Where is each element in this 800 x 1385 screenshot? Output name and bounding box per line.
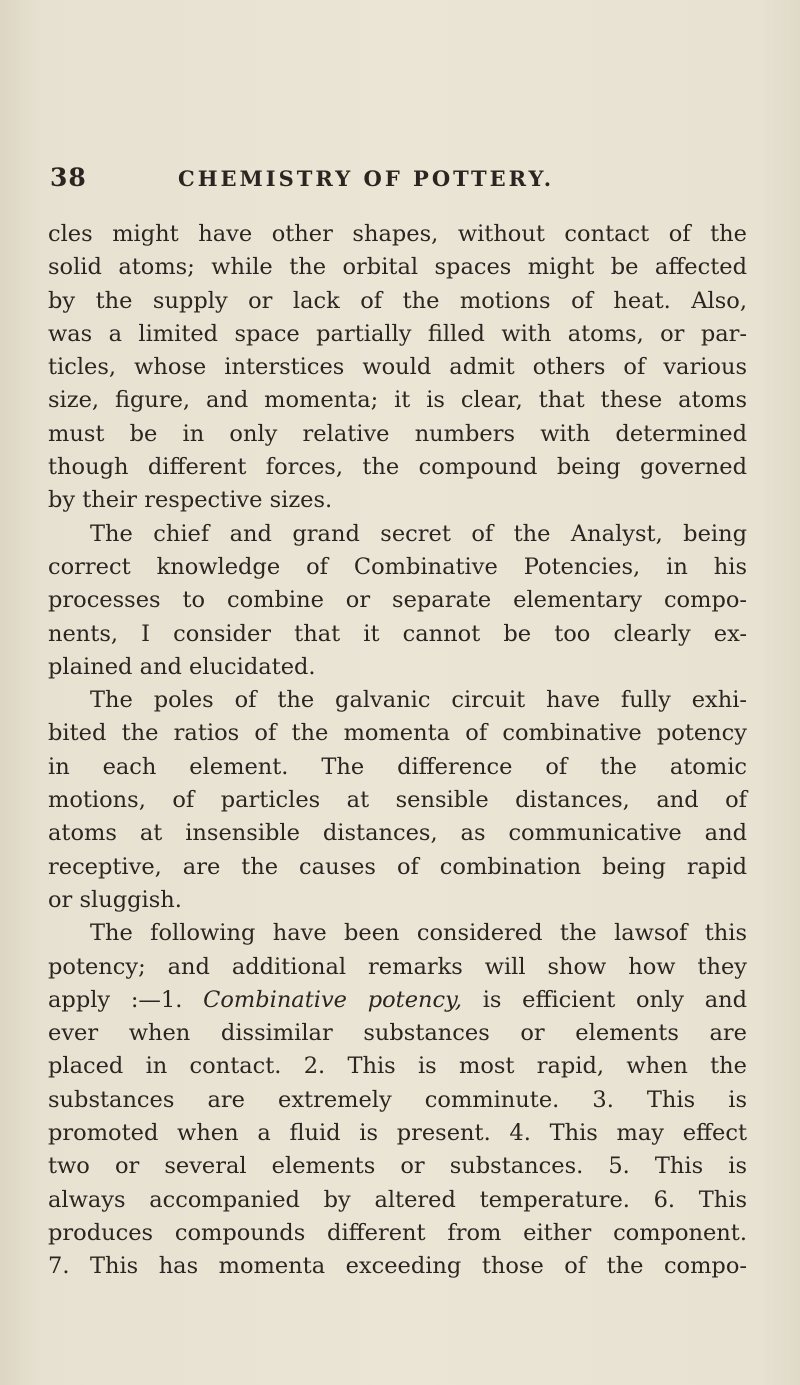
text-line: plained and elucidated. <box>48 653 316 680</box>
text-line: two or several elements or substances. 5. This is <box>48 1153 747 1180</box>
text-line: by the supply or lack of the motions of heat. Also, <box>48 287 747 314</box>
text-line: produces compounds different from either component. <box>48 1219 747 1246</box>
text-line: correct knowledge of Combinative Potencies, in his <box>48 553 747 580</box>
text-line: size, figure, and momenta; it is clear, that these atoms <box>48 387 747 414</box>
text-line: processes to combine or separate elementary compo- <box>48 587 747 614</box>
running-head: CHEMISTRY OF POTTERY. <box>178 166 555 191</box>
text-line: though different forces, the compound being governed <box>48 454 747 481</box>
text-line: atoms at insensible distances, as communicative and <box>48 820 747 847</box>
text-line: solid atoms; while the orbital spaces might be affected <box>48 254 747 281</box>
text-line: 7. This has momenta exceeding those of the compo- <box>48 1253 747 1280</box>
body-text <box>48 218 747 1284</box>
text-line: cles might have other shapes, without contact of the <box>48 221 747 247</box>
text-line: always accompanied by altered temperature. 6. This <box>48 1186 747 1213</box>
text-line: bited the ratios of the momenta of combinative potency <box>48 720 747 747</box>
page-number: 38 <box>50 163 87 192</box>
text-segment: apply :—1. <box>48 986 204 1013</box>
text-line-with-italic <box>48 984 747 1017</box>
text-line: receptive, are the causes of combination being rapid <box>48 853 747 880</box>
text-line: in each element. The difference of the atomic <box>48 753 747 780</box>
text-line: nents, I consider that it cannot be too clearly ex- <box>48 620 747 647</box>
italic-term: Combinative potency, <box>203 986 462 1013</box>
text-line: or sluggish. <box>48 886 182 913</box>
page-header <box>50 163 750 193</box>
paragraph-start: The poles of the galvanic circuit have fully exhi- <box>90 687 747 714</box>
text-line: must be in only relative numbers with determined <box>48 420 747 447</box>
text-segment: is efficient only and <box>461 986 747 1013</box>
text-line: by their respective sizes. <box>48 487 333 514</box>
text-line: ticles, whose interstices would admit others of various <box>48 354 747 381</box>
text-line: potency; and additional remarks will show how they <box>48 953 747 980</box>
paragraph-start: The chief and grand secret of the Analyst, being <box>90 520 747 547</box>
text-line: ever when dissimilar substances or elements are <box>48 1020 747 1047</box>
text-line: motions, of particles at sensible distances, and of <box>48 787 747 814</box>
text-line: placed in contact. 2. This is most rapid, when the <box>48 1053 747 1080</box>
paragraph-start: The following have been considered the lawsof this <box>90 920 747 947</box>
text-line: promoted when a fluid is present. 4. This may effect <box>48 1120 747 1147</box>
text-line: was a limited space partially filled with atoms, or par- <box>48 320 747 347</box>
text-line: substances are extremely comminute. 3. This is <box>48 1086 747 1113</box>
